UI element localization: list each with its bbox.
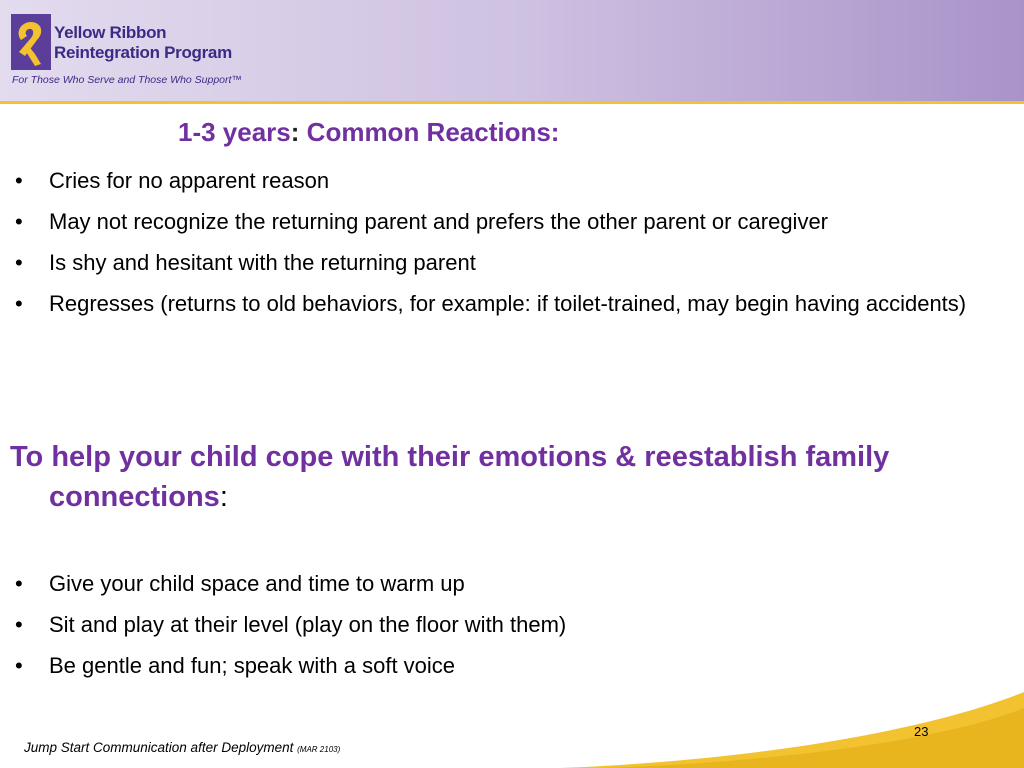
list-item-text: Regresses (returns to old behaviors, for example: if toilet-trained, may begin having accidents) bbox=[49, 291, 967, 316]
footer-title-text: Jump Start Communication after Deployment bbox=[24, 740, 298, 755]
page-number: 23 bbox=[914, 724, 929, 739]
bullet-icon: • bbox=[15, 250, 23, 275]
help-heading-colon: : bbox=[219, 481, 228, 513]
list-item-text: Is shy and hesitant with the returning parent bbox=[49, 250, 476, 275]
bullet-icon: • bbox=[15, 291, 23, 316]
header-divider bbox=[0, 101, 1024, 104]
list-item-text: Sit and play at their level (play on the floor with them) bbox=[49, 612, 567, 637]
program-name-line1: Yellow Ribbon bbox=[54, 23, 167, 42]
bullet-icon: • bbox=[15, 168, 23, 193]
list-item-text: Give your child space and time to warm up bbox=[49, 571, 465, 596]
footer-swoosh bbox=[0, 690, 1024, 768]
list-item bbox=[0, 245, 1024, 281]
coping-tips-list bbox=[0, 566, 1024, 689]
list-item bbox=[0, 566, 1024, 602]
slide-title-rest: Common Reactions: bbox=[299, 117, 560, 147]
help-heading bbox=[10, 437, 1024, 517]
list-item-text: May not recognize the returning parent and prefers the other parent or caregiver bbox=[49, 209, 829, 234]
bullet-icon: • bbox=[15, 612, 23, 637]
bullet-icon: • bbox=[15, 209, 23, 234]
list-item-text: Be gentle and fun; speak with a soft voice bbox=[49, 653, 456, 678]
common-reactions-list bbox=[0, 163, 1024, 327]
program-tagline: For Those Who Serve and Those Who Support™ bbox=[12, 74, 242, 86]
list-item bbox=[0, 286, 1024, 322]
list-item bbox=[0, 163, 1024, 199]
list-item bbox=[0, 648, 1024, 684]
bullet-icon: • bbox=[15, 571, 23, 596]
help-heading-text: To help your child cope with their emotions & reestablish family connections bbox=[10, 441, 890, 513]
slide-title-age: 1-3 years bbox=[178, 117, 291, 147]
program-name-line2: Reintegration Program bbox=[54, 43, 232, 62]
list-item-text: Cries for no apparent reason bbox=[49, 168, 330, 193]
bullet-icon: • bbox=[15, 653, 23, 678]
footer-code: (MAR 2103) bbox=[297, 745, 341, 754]
slide-title-colon: : bbox=[290, 117, 300, 147]
program-name bbox=[54, 23, 232, 63]
list-item bbox=[0, 607, 1024, 643]
footer-title bbox=[24, 740, 340, 755]
slide-title bbox=[178, 117, 559, 148]
yellow-ribbon-logo-icon bbox=[11, 14, 51, 70]
header-banner bbox=[0, 0, 1024, 101]
list-item bbox=[0, 204, 1024, 240]
